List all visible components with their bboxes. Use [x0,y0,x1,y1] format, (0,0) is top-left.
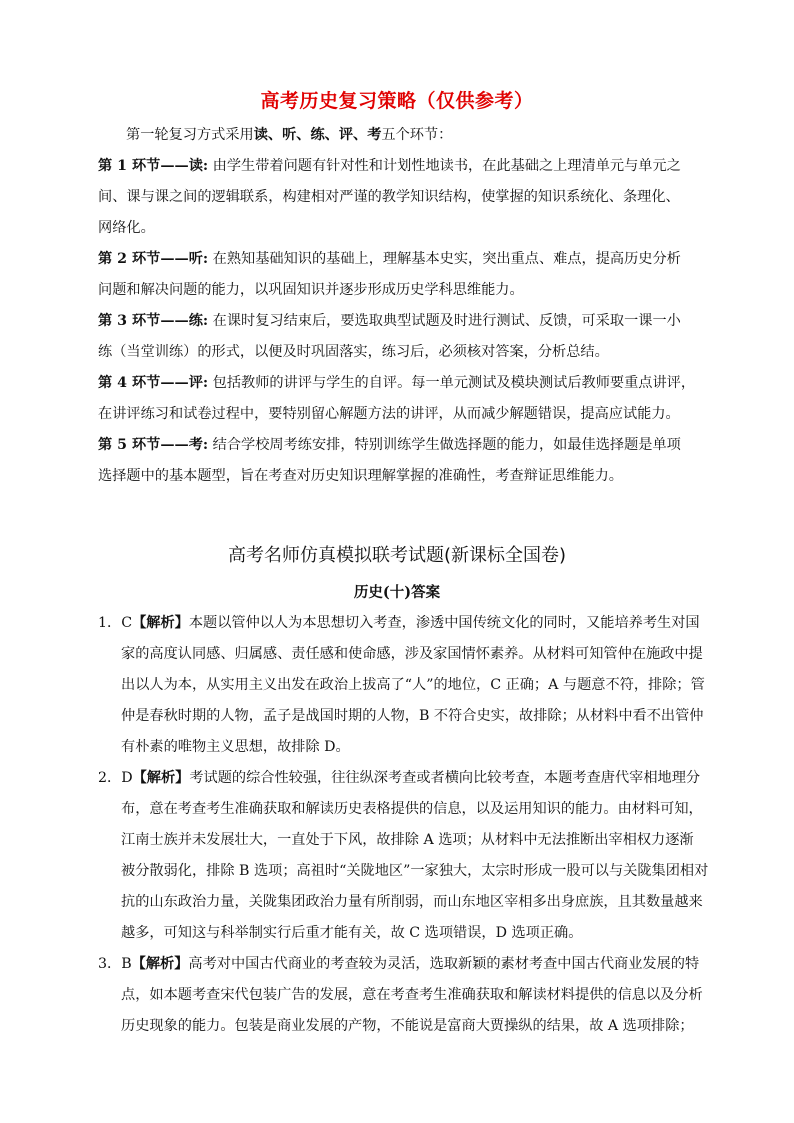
answer-2-text: 考试题的综合性较强，往往纵深考查或者横向比较考查，本题考查唐代宰相地理分 [189,770,701,786]
answer-3-number: 3．B [98,956,132,972]
step-5-label: 第 5 环节——考: [98,437,209,453]
answer-2-line-6: 越多，可知这与科举制实行后重才能有关，故 C 选项错误，D 选项正确。 [121,925,583,941]
step-5-line-2: 选择题中的基本题型，旨在考查对历史知识理解掌握的准确性，考查辩证思维能力。 [98,468,623,484]
step-3-label: 第 3 环节——练: [98,313,209,329]
step-4-text: 包括教师的讲评与学生的自评。每一单元测试及模块测试后教师要重点讲评， [208,375,696,391]
answer-1-line-3: 出以人为本，从实用主义出发在政治上拔高了“人”的地位，C 正确；A 与题意不符，排除；管 [121,677,705,693]
answer-1-line-1 [98,613,700,633]
answer-3-tag: 【解析】 [131,956,189,972]
step-2-text: 在熟知基础知识的基础上，理解基本史实，突出重点、难点，提高历史分析 [208,251,681,267]
step-1-line-2: 间、课与课之间的逻辑联系，构建相对严谨的教学知识结构，使掌握的知识系统化、条理化、 [98,189,680,205]
strategy-intro [126,125,726,145]
intro-suffix: 五个环节： [381,127,453,143]
answer-1-line-4: 仲是春秋时期的人物，孟子是战国时期的人物，B 不符合史实，故排除；从材料中看不出管仲 [121,708,704,724]
exam-title: 高考名师仿真模拟联考试题(新课标全国卷) [227,545,567,566]
step-2-line-2: 问题和解决问题的能力，以巩固知识并逐步形成历史学科思维能力。 [98,282,524,298]
step-1-label: 第 1 环节——读: [98,158,209,174]
step-5-line-1 [98,435,698,455]
step-4-line-1 [98,373,698,393]
answer-1-line-5: 有朴素的唯物主义思想，故排除 D。 [121,739,350,755]
answer-2-line-1 [98,768,700,788]
step-2-line-1 [98,249,698,269]
answer-2-line-2: 布，意在考查考生准确获取和解读历史表格提供的信息，以及运用知识的能力。由材料可知， [121,801,703,817]
answer-2-line-3: 江南士族并未发展壮大，一直处于下风，故排除 A 选项；从材料中无法推断出宰相权力逐渐 [121,832,694,848]
answer-2-line-5: 抗的山东政治力量，关陇集团政治力量有所削弱，而山东地区宰相多出身庶族，且其数量越来 [121,894,703,910]
step-4-line-2: 在讲评练习和试卷过程中，要特别留心解题方法的讲评，从而减少解题错误，提高应试能力。 [98,406,680,422]
step-2-label: 第 2 环节——听: [98,251,209,267]
answer-3-line-1 [98,954,699,974]
answer-1-number: 1．C [98,615,133,631]
answer-1-text: 本题以管仲以人为本思想切入考查，渗透中国传统文化的同时，又能培养考生对国 [188,615,700,631]
answer-1-line-2: 家的高度认同感、归属感、责任感和使命感，涉及家国情怀素养。从材料可知管仲在施政中提 [121,646,703,662]
step-5-text: 结合学校周考练安排，特别训练学生做选择题的能力，如最佳选择题是单项 [208,437,681,453]
step-3-text: 在课时复习结束后，要选取典型试题及时进行测试、反馈，可采取一课一小 [208,313,681,329]
intro-bold: 读、听、练、评、考 [253,127,382,143]
answer-3-text: 高考对中国古代商业的考查较为灵活，选取新颖的素材考查中国古代商业发展的特 [188,956,700,972]
answer-2-tag: 【解析】 [132,770,190,786]
answer-1-tag: 【解析】 [132,615,189,631]
answer-3-line-2: 点，如本题考查宋代包装广告的发展，意在考查考生准确获取和解读材料提供的信息以及分析 [121,987,703,1003]
step-3-line-2: 练（当堂训练）的形式，以便及时巩固落实，练习后，必须核对答案，分析总结。 [98,344,609,360]
strategy-title: 高考历史复习策略（仅供参考） [260,90,534,112]
step-4-label: 第 4 环节——评: [98,375,209,391]
step-3-line-1 [98,311,698,331]
answer-3-line-3: 历史现象的能力。包装是商业发展的产物，不能说是富商大贾操纵的结果，故 A 选项排除； [121,1018,694,1034]
answer-2-line-4: 被分散弱化，排除 B 选项；高祖时“关陇地区”一家独大，太宗时形成一股可以与关陇集团相对 [121,863,709,879]
intro-prefix: 第一轮复习方式采用 [126,127,254,143]
answer-2-number: 2．D [98,770,133,786]
step-1-line-3: 网络化。 [98,220,155,236]
step-1-text: 由学生带着问题有针对性和计划性地读书，在此基础之上理清单元与单元之 [208,158,681,174]
exam-subtitle: 历史(十)答案 [353,584,441,601]
step-1-line-1 [98,156,698,176]
